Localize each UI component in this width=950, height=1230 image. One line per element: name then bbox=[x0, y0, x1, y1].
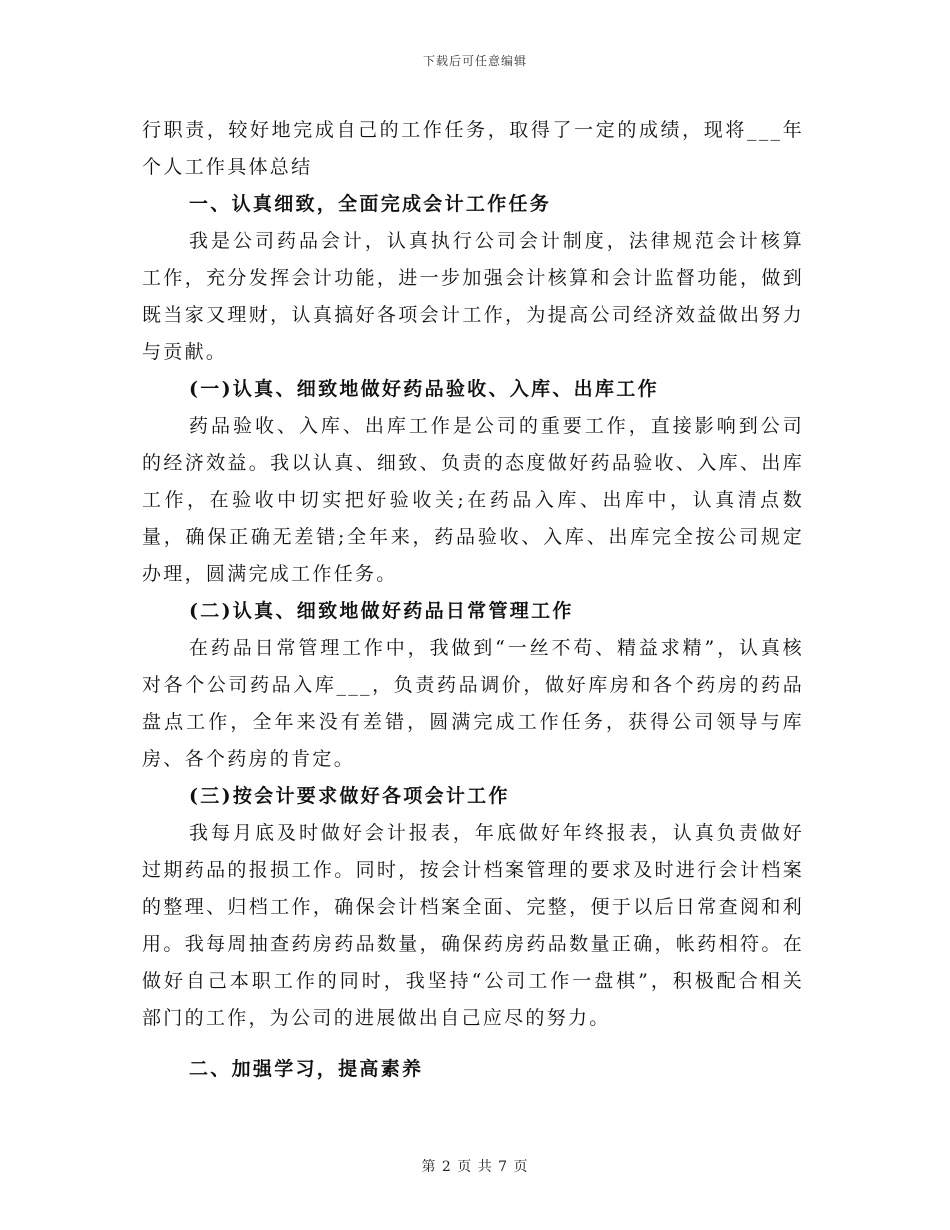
section-heading-1: 一、认真细致，全面完成会计工作任务 bbox=[189, 193, 552, 215]
page-number: 第 2 页 共 7 页 bbox=[421, 1159, 529, 1175]
section-heading-2: 二、加强学习，提高素养 bbox=[189, 1058, 424, 1080]
paragraph-continued: 行职责，较好地完成自己的工作任务，取得了一定的成绩，现将___年个人工作具体总结 bbox=[142, 119, 804, 178]
paragraph-daily-management: 在药品日常管理工作中，我做到“一丝不苟、精益求精”，认真核对各个公司药品入库___，负责药品调价，做好库房和各个药房的药品盘点工作，全年来没有差错，圆满完成工作任务，获得公司领导与库房、各个药房的肯定。 bbox=[142, 637, 804, 770]
subsection-heading-3: (三)按会计要求做好各项会计工作 bbox=[189, 785, 510, 807]
paragraph-drug-inspection: 药品验收、入库、出库工作是公司的重要工作，直接影响到公司的经济效益。我以认真、细致、负责的态度做好药品验收、入库、出库工作，在验收中切实把好验收关;在药品入库、出库中，认真清点数量，确保正确无差错;全年来，药品验收、入库、出库完全按公司规定办理，圆满完成工作任务。 bbox=[142, 415, 804, 585]
page-header: 下载后可任意编辑 bbox=[422, 54, 527, 68]
subsection-heading-1: (一)认真、细致地做好药品验收、入库、出库工作 bbox=[189, 378, 659, 400]
document-body bbox=[142, 112, 804, 1088]
paragraph-accounting-role: 我是公司药品会计，认真执行公司会计制度，法律规范会计核算工作，充分发挥会计功能，进一步加强会计核算和会计监督功能，做到既当家又理财，认真搞好各项会计工作，为提高公司经济效益做出努力与贡献。 bbox=[142, 230, 804, 363]
subsection-heading-2: (二)认真、细致地做好药品日常管理工作 bbox=[189, 600, 574, 622]
paragraph-accounting-work: 我每月底及时做好会计报表，年底做好年终报表，认真负责做好过期药品的报损工作。同时，按会计档案管理的要求及时进行会计档案的整理、归档工作，确保会计档案全面、完整，便于以后日常查阅和利用。我每周抽查药房药品数量，确保药房药品数量正确，帐药相符。在做好自己本职工作的同时，我坚持“公司工作一盘棋”，积极配合相关部门的工作，为公司的进展做出自己应尽的努力。 bbox=[142, 822, 804, 1029]
